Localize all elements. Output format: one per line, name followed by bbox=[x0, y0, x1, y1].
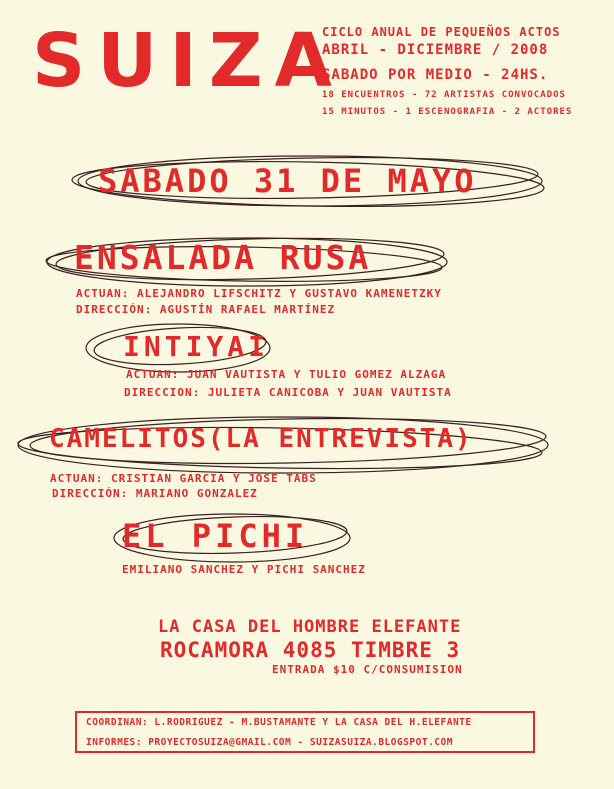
venue-address: ROCAMORA 4085 TIMBRE 3 bbox=[160, 638, 461, 662]
show-title-4: EL PICHI bbox=[122, 517, 309, 555]
header-line-5: 15 MINUTOS - 1 ESCENOGRAFIA - 2 ACTORES bbox=[322, 107, 573, 117]
footer-coordinators: COORDINAN: L.RODRIGUEZ - M.BUSTAMANTE Y LA CASA DEL H.ELEFANTE bbox=[86, 717, 472, 728]
show-director-2: DIRECCION: JULIETA CANICOBA Y JUAN VAUTISTA bbox=[124, 386, 452, 399]
header-line-1: CICLO ANUAL DE PEQUEÑOS ACTOS bbox=[322, 25, 561, 39]
venue-entry: ENTRADA $10 C/CONSUMISION bbox=[272, 663, 463, 676]
event-date: SABADO 31 DE MAYO bbox=[98, 162, 477, 200]
header-line-4: 18 ENCUENTROS - 72 ARTISTAS CONVOCADOS bbox=[322, 90, 566, 100]
venue-name: LA CASA DEL HOMBRE ELEFANTE bbox=[158, 617, 462, 637]
show-cast-2: ACTUAN: JUAN VAUTISTA Y TULIO GOMEZ ALZAGA bbox=[126, 368, 447, 381]
show-title-3: CAMELITOS(LA ENTREVISTA) bbox=[49, 424, 473, 454]
header-line-3: SABADO POR MEDIO - 24HS. bbox=[322, 67, 549, 83]
show-title-1: ENSALADA RUSA bbox=[74, 238, 372, 277]
show-cast-1: ACTUAN: ALEJANDRO LIFSCHITZ Y GUSTAVO KAMENETZKY bbox=[76, 287, 442, 300]
show-cast-3: ACTUAN: CRISTIAN GARCIA Y JOSE TABS bbox=[50, 472, 317, 485]
show-director-3: DIRECCIÓN: MARIANO GONZALEZ bbox=[52, 487, 258, 500]
show-cast-4: EMILIANO SANCHEZ Y PICHI SANCHEZ bbox=[122, 563, 366, 576]
show-director-1: DIRECCIÓN: AGUSTÍN RAFAEL MARTÍNEZ bbox=[76, 303, 336, 316]
footer-info: INFORMES: PROYECTOSUIZA@GMAIL.COM - SUIZASUIZA.BLOGSPOT.COM bbox=[86, 737, 453, 748]
show-title-2: INTIYAI bbox=[123, 330, 270, 363]
logo-title: SUIZA bbox=[32, 18, 344, 104]
header-line-2: ABRIL - DICIEMBRE / 2008 bbox=[322, 42, 549, 58]
